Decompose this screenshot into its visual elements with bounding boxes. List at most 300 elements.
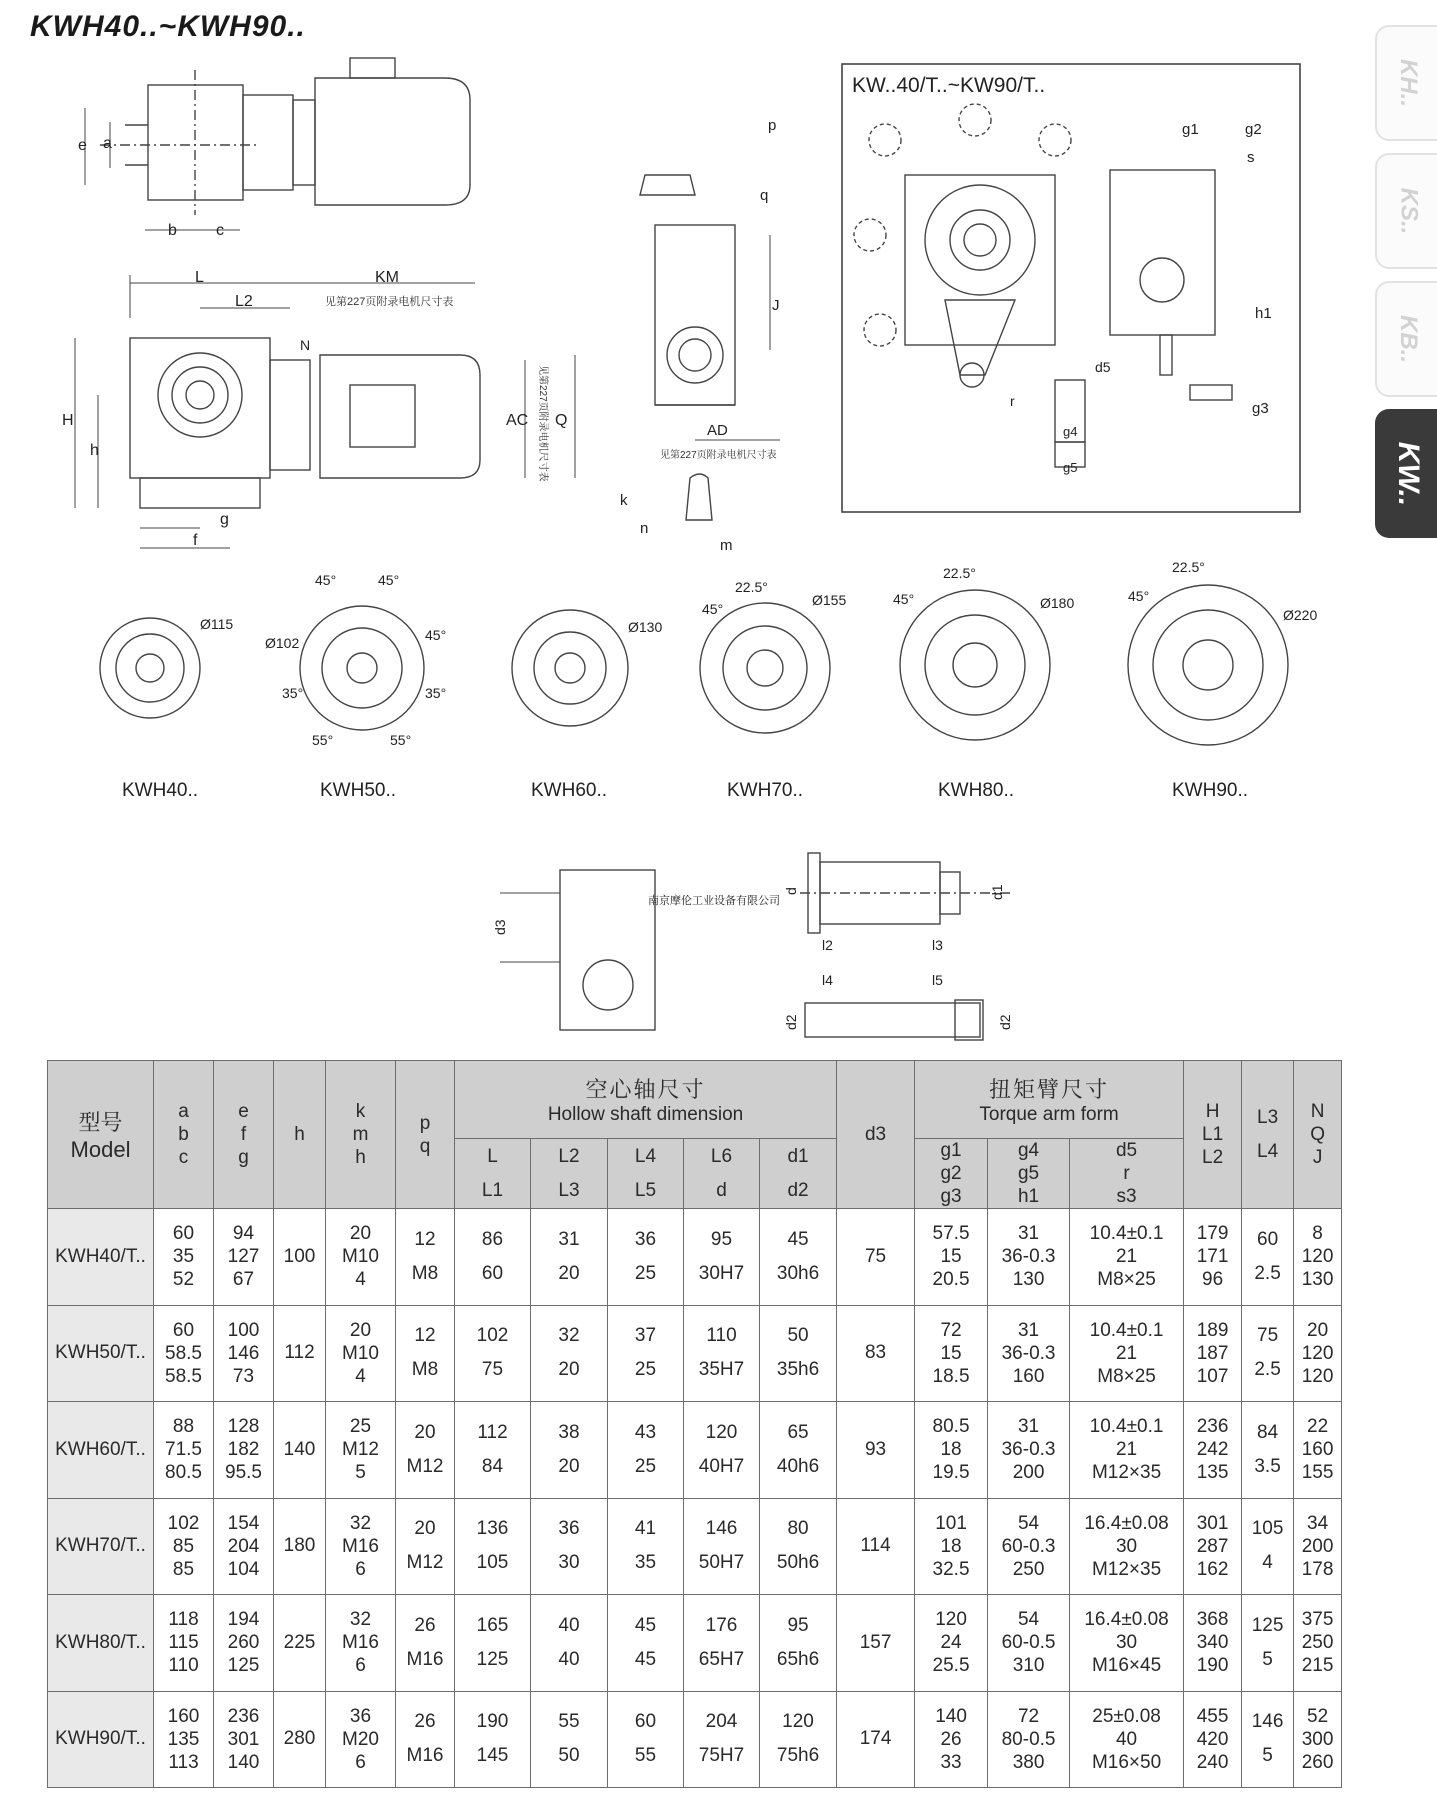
cell-L6-d-value: 35H7 xyxy=(698,1359,745,1381)
cell-d1-d2-value: 50 xyxy=(787,1325,809,1347)
cell-l3l4 xyxy=(1242,1595,1294,1692)
cell-g45h1 xyxy=(988,1691,1070,1788)
flange-kwh60 xyxy=(512,610,628,726)
dim-a: a xyxy=(103,135,112,152)
flange-kwh60-label: KWH60.. xyxy=(531,780,608,801)
cell-L4-L5-value: 45 xyxy=(634,1648,657,1670)
dimension-table xyxy=(47,1060,1342,1788)
cell-hl-value: 368 xyxy=(1196,1609,1229,1631)
hdr-L1b: L1 xyxy=(1202,1124,1224,1145)
cell-pq-value: 12 xyxy=(414,1228,436,1250)
cell-hl-value: 162 xyxy=(1196,1558,1229,1580)
cell-d3: 83 xyxy=(837,1305,915,1402)
cell-nqj-value: 20 xyxy=(1307,1319,1329,1341)
cell-L6-d xyxy=(684,1209,760,1306)
cell-pq-value: 20 xyxy=(414,1518,436,1540)
cell-g123-value: 140 xyxy=(935,1705,967,1727)
cell-L-L1-value: 86 xyxy=(481,1228,504,1250)
flange-kwh90-angle-2: 45° xyxy=(1128,588,1150,604)
cell-kmh-value: 20 xyxy=(349,1319,372,1341)
dim-d1: d1 xyxy=(989,884,1005,900)
group-torque-arm xyxy=(915,1061,1184,1139)
dim-l3: l3 xyxy=(932,937,943,953)
cell-kmh xyxy=(326,1402,396,1499)
end-note: 见第227页附录电机尺寸表 xyxy=(660,450,777,461)
cell-kmh xyxy=(326,1498,396,1595)
cell-L2-L3 xyxy=(531,1595,608,1692)
cell-abc-value: 115 xyxy=(168,1632,199,1654)
cell-g123-value: 33 xyxy=(940,1751,962,1773)
cell-efg-value: 154 xyxy=(227,1512,260,1534)
cell-g45h1-value: 160 xyxy=(1012,1365,1045,1387)
flange-kwh50-angle-4: 35° xyxy=(282,685,304,701)
dim-h: h xyxy=(90,442,99,459)
tab-ks-label: KS.. xyxy=(1395,187,1422,235)
cell-L2-L3-value: 20 xyxy=(558,1455,580,1477)
dim-g4: g4 xyxy=(1063,424,1078,439)
cell-pq-value: M8 xyxy=(411,1262,439,1284)
flange-kwh50-angle-3: 45° xyxy=(425,627,447,643)
motor-note-top: 见第227页附录电机尺寸表 xyxy=(325,296,454,308)
cell-g123-value: 25.5 xyxy=(932,1655,970,1677)
cell-g45h1-value: 31 xyxy=(1017,1416,1040,1438)
page-title: KWH40..~KWH90.. xyxy=(30,10,306,43)
cell-l3l4 xyxy=(1242,1209,1294,1306)
cell-kmh-value: M16 xyxy=(342,1632,379,1654)
cell-g123-value: 19.5 xyxy=(932,1462,970,1484)
hdr-d1: d1 xyxy=(787,1145,809,1167)
cell-L6-d-value: 40H7 xyxy=(698,1455,745,1477)
cell-kmh-value: M10 xyxy=(342,1342,379,1364)
col-d5rs3 xyxy=(1070,1139,1184,1209)
dim-l4: l4 xyxy=(822,972,833,988)
cell-d1-d2-value: 95 xyxy=(787,1614,809,1636)
cell-g123 xyxy=(915,1498,988,1595)
cell-l3l4-value: 105 xyxy=(1251,1518,1284,1540)
cell-d3: 174 xyxy=(837,1691,915,1788)
cell-kmh-value: 32 xyxy=(349,1609,372,1631)
hdr-q: q xyxy=(419,1135,431,1157)
cell-abc-value: 102 xyxy=(167,1512,200,1534)
flange-kwh70-angle-2: 45° xyxy=(702,601,724,617)
cell-kmh-value: 32 xyxy=(349,1512,372,1534)
cell-g123-value: 26 xyxy=(940,1728,962,1750)
flange-kwh50-angle-1: 45° xyxy=(315,572,337,588)
cell-L4-L5-value: 41 xyxy=(634,1518,657,1540)
dim-d3: d3 xyxy=(492,919,508,935)
cell-L2-L3 xyxy=(531,1402,608,1499)
cell-kmh-value: M10 xyxy=(342,1246,379,1268)
cell-hl-value: 340 xyxy=(1196,1632,1229,1654)
cell-h: 100 xyxy=(274,1209,326,1306)
cell-L-L1-value: 136 xyxy=(476,1518,509,1540)
tab-kh-label: KH.. xyxy=(1395,59,1422,107)
cell-L2-L3-value: 50 xyxy=(558,1745,580,1767)
dim-d5: d5 xyxy=(1095,359,1111,375)
torque-arm-panel xyxy=(842,64,1300,512)
cell-L2-L3 xyxy=(531,1691,608,1788)
cell-L2-L3-value: 38 xyxy=(558,1421,580,1443)
hdr-r: r xyxy=(1123,1163,1130,1184)
cell-L4-L5-value: 35 xyxy=(634,1552,657,1574)
col-model-en: Model xyxy=(70,1137,131,1162)
row-model: KWH60/T.. xyxy=(48,1402,154,1499)
cell-L4-L5-value: 55 xyxy=(634,1745,657,1767)
cell-L2-L3-value: 20 xyxy=(558,1359,580,1381)
dim-f: f xyxy=(193,532,198,549)
hdr-H: H xyxy=(1205,1101,1220,1122)
cell-abc-value: 110 xyxy=(168,1655,199,1677)
cell-g123-value: 18 xyxy=(940,1535,962,1557)
cell-hl-value: 242 xyxy=(1196,1439,1229,1461)
cell-abc-value: 113 xyxy=(168,1751,199,1773)
tab-kb-label: KB.. xyxy=(1395,315,1422,363)
cell-L-L1-value: 165 xyxy=(476,1614,509,1636)
cell-L-L1 xyxy=(455,1498,531,1595)
cell-g45h1-value: 36-0.3 xyxy=(1001,1342,1056,1364)
cell-nqj xyxy=(1294,1305,1342,1402)
hdr-d2: d2 xyxy=(787,1179,809,1201)
cell-L2-L3 xyxy=(531,1209,608,1306)
dim-AD: AD xyxy=(707,422,728,439)
flange-kwh80-diameter: Ø180 xyxy=(1040,595,1075,611)
cell-kmh-value: M20 xyxy=(342,1728,379,1750)
cell-pq xyxy=(396,1691,455,1788)
dim-N: N xyxy=(300,337,311,353)
dim-q: q xyxy=(760,187,769,204)
flange-kwh50-angle-6: 55° xyxy=(312,732,334,748)
cell-g45h1-value: 72 xyxy=(1017,1705,1040,1727)
cell-l3l4-value: 146 xyxy=(1251,1711,1284,1733)
hdr-L5: L5 xyxy=(634,1179,657,1201)
cell-g45h1-value: 31 xyxy=(1017,1319,1040,1341)
hdr-g2: g2 xyxy=(940,1163,962,1184)
hdr-L2: L2 xyxy=(558,1145,580,1167)
cell-nqj-value: 120 xyxy=(1301,1365,1334,1387)
hdr-L4b: L4 xyxy=(1257,1140,1279,1162)
hdr-L3: L3 xyxy=(558,1179,580,1201)
cell-L4-L5-value: 25 xyxy=(634,1455,657,1477)
flange-kwh90-label: KWH90.. xyxy=(1172,780,1249,801)
cell-nqj xyxy=(1294,1209,1342,1306)
cell-efg-value: 301 xyxy=(227,1728,260,1750)
cell-d5rs3 xyxy=(1070,1498,1184,1595)
hdr-g1: g1 xyxy=(940,1140,962,1161)
cell-nqj-value: 52 xyxy=(1307,1705,1329,1727)
cell-g123-value: 57.5 xyxy=(932,1223,970,1245)
cell-nqj-value: 300 xyxy=(1301,1728,1334,1750)
cell-efg-value: 128 xyxy=(227,1416,260,1438)
cell-L6-d-value: 50H7 xyxy=(698,1552,745,1574)
col-h: h xyxy=(274,1061,326,1209)
cell-efg-value: 204 xyxy=(227,1535,260,1557)
col-l3l4 xyxy=(1242,1061,1294,1209)
cell-kmh xyxy=(326,1691,396,1788)
cell-hl-value: 301 xyxy=(1196,1512,1229,1534)
cell-h: 225 xyxy=(274,1595,326,1692)
dim-g: g xyxy=(220,511,229,528)
hdr-g: g xyxy=(238,1147,249,1168)
cell-d5rs3-value: 40 xyxy=(1115,1728,1138,1750)
cell-nqj-value: 250 xyxy=(1301,1632,1334,1654)
cell-L-L1 xyxy=(455,1305,531,1402)
cell-d5rs3-value: M8×25 xyxy=(1097,1365,1156,1387)
cell-hl xyxy=(1184,1305,1242,1402)
cell-l3l4-value: 5 xyxy=(1262,1745,1273,1767)
cell-hl-value: 187 xyxy=(1196,1342,1229,1364)
cell-abc-value: 88 xyxy=(172,1416,195,1438)
cell-g45h1 xyxy=(988,1305,1070,1402)
hdr-c: c xyxy=(178,1147,189,1168)
cell-L2-L3-value: 31 xyxy=(558,1228,580,1250)
cell-L4-L5-value: 37 xyxy=(634,1325,657,1347)
cell-kmh-value: 20 xyxy=(349,1223,372,1245)
cell-pq xyxy=(396,1402,455,1499)
dim-l2: l2 xyxy=(822,937,833,953)
cell-pq xyxy=(396,1305,455,1402)
cell-efg-value: 260 xyxy=(227,1632,260,1654)
cell-pq-value: M12 xyxy=(406,1455,444,1477)
cell-d5rs3-value: M16×50 xyxy=(1091,1751,1162,1773)
cell-l3l4-value: 5 xyxy=(1262,1648,1273,1670)
cell-efg-value: 100 xyxy=(227,1319,260,1341)
cell-L2-L3 xyxy=(531,1305,608,1402)
cell-pq-value: 26 xyxy=(414,1711,436,1733)
cell-efg-value: 95.5 xyxy=(225,1462,262,1484)
cell-l3l4-value: 2.5 xyxy=(1254,1359,1281,1381)
cell-g123 xyxy=(915,1691,988,1788)
cell-L6-d-value: 95 xyxy=(710,1228,733,1250)
dim-J: J xyxy=(772,297,780,314)
cell-kmh-value: 6 xyxy=(355,1751,366,1773)
cell-hl xyxy=(1184,1402,1242,1499)
flange-kwh90 xyxy=(1128,585,1288,745)
group-hollow-shaft-en: Hollow shaft dimension xyxy=(547,1104,744,1125)
dim-g2: g2 xyxy=(1245,121,1262,138)
hdr-s3: s3 xyxy=(1116,1186,1137,1207)
hdr-h1: h1 xyxy=(1017,1186,1040,1207)
cell-d1-d2-value: 50h6 xyxy=(776,1552,820,1574)
cell-g45h1-value: 36-0.3 xyxy=(1001,1439,1056,1461)
cell-g45h1-value: 310 xyxy=(1012,1655,1045,1677)
cell-g45h1 xyxy=(988,1209,1070,1306)
cell-hl-value: 190 xyxy=(1196,1655,1229,1677)
hdr-L1: L1 xyxy=(481,1179,504,1201)
row-model: KWH80/T.. xyxy=(48,1595,154,1692)
cell-L-L1-value: 105 xyxy=(476,1552,509,1574)
cell-kmh-value: 5 xyxy=(355,1462,366,1484)
cell-L-L1 xyxy=(455,1691,531,1788)
gearbox-end-view xyxy=(640,175,780,520)
col-kmh xyxy=(326,1061,396,1209)
table-row xyxy=(48,1691,1342,1788)
flange-kwh80-angle-2: 45° xyxy=(893,591,915,607)
cell-d5rs3-value: M12×35 xyxy=(1091,1558,1162,1580)
cell-L6-d xyxy=(684,1691,760,1788)
cell-d1-d2-value: 80 xyxy=(787,1518,809,1540)
cell-h: 180 xyxy=(274,1498,326,1595)
cell-hl xyxy=(1184,1498,1242,1595)
cell-l3l4 xyxy=(1242,1305,1294,1402)
cell-l3l4-value: 4 xyxy=(1262,1552,1273,1574)
cell-kmh-value: 4 xyxy=(355,1365,366,1387)
cell-d3: 114 xyxy=(837,1498,915,1595)
cell-nqj-value: 130 xyxy=(1301,1269,1334,1291)
cell-abc xyxy=(154,1305,214,1402)
row-model: KWH90/T.. xyxy=(48,1691,154,1788)
col-hl xyxy=(1184,1061,1242,1209)
cell-pq xyxy=(396,1595,455,1692)
flange-kwh40-label: KWH40.. xyxy=(122,780,199,801)
cell-d5rs3-value: 30 xyxy=(1115,1632,1138,1654)
cell-kmh xyxy=(326,1595,396,1692)
cell-d5rs3-value: 21 xyxy=(1115,1246,1138,1268)
cell-abc-value: 85 xyxy=(172,1558,195,1580)
flange-kwh40 xyxy=(100,618,200,718)
dim-n: n xyxy=(640,520,649,537)
cell-nqj-value: 8 xyxy=(1312,1223,1323,1245)
cell-abc-value: 118 xyxy=(168,1609,199,1631)
cell-efg-value: 236 xyxy=(227,1705,260,1727)
cell-L4-L5 xyxy=(608,1305,684,1402)
col-abc xyxy=(154,1061,214,1209)
cell-kmh-value: M12 xyxy=(342,1439,379,1461)
dim-s: s xyxy=(1247,149,1255,166)
cell-L4-L5-value: 45 xyxy=(634,1614,657,1636)
hdr-L3b: L3 xyxy=(1257,1106,1279,1128)
cell-d5rs3 xyxy=(1070,1305,1184,1402)
cell-pq-value: 26 xyxy=(414,1614,436,1636)
cell-hl xyxy=(1184,1691,1242,1788)
cell-g45h1-value: 250 xyxy=(1012,1558,1045,1580)
hdr-e: e xyxy=(238,1101,249,1122)
cell-hl xyxy=(1184,1595,1242,1692)
cell-d1-d2-value: 120 xyxy=(782,1711,814,1733)
row-model: KWH70/T.. xyxy=(48,1498,154,1595)
dim-e: e xyxy=(78,137,87,154)
cell-L4-L5-value: 36 xyxy=(634,1228,657,1250)
hdr-L2b: L2 xyxy=(1202,1147,1224,1168)
cell-nqj-value: 260 xyxy=(1301,1751,1334,1773)
cell-h: 140 xyxy=(274,1402,326,1499)
gearmotor-side-view xyxy=(75,275,575,548)
cell-g45h1-value: 80-0.5 xyxy=(1001,1728,1056,1750)
motor-note-side: 见第227页附录电机尺寸表 xyxy=(537,365,548,482)
cell-nqj-value: 120 xyxy=(1301,1246,1334,1268)
cell-l3l4-value: 125 xyxy=(1251,1614,1284,1636)
cell-g45h1 xyxy=(988,1498,1070,1595)
flange-kwh80 xyxy=(900,590,1050,740)
cell-L6-d-value: 120 xyxy=(705,1421,738,1443)
cell-hl-value: 240 xyxy=(1196,1751,1229,1773)
cell-L-L1 xyxy=(455,1402,531,1499)
cell-L6-d-value: 176 xyxy=(705,1614,738,1636)
flange-kwh70 xyxy=(700,603,830,733)
cell-d1-d2 xyxy=(760,1305,837,1402)
cell-g45h1-value: 130 xyxy=(1012,1269,1045,1291)
hdr-L4: L4 xyxy=(634,1145,657,1167)
dim-d2-right: d2 xyxy=(997,1014,1013,1030)
cell-efg xyxy=(214,1691,274,1788)
cell-nqj-value: 178 xyxy=(1301,1558,1334,1580)
table-row xyxy=(48,1402,1342,1499)
cell-g45h1-value: 54 xyxy=(1017,1512,1040,1534)
cell-g123-value: 20.5 xyxy=(932,1269,970,1291)
dim-l5: l5 xyxy=(932,972,943,988)
flange-kwh90-diameter: Ø220 xyxy=(1283,607,1318,623)
cell-L4-L5 xyxy=(608,1691,684,1788)
cell-L6-d-value: 204 xyxy=(705,1711,738,1733)
cell-d1-d2 xyxy=(760,1209,837,1306)
cell-d5rs3-value: M12×35 xyxy=(1091,1462,1162,1484)
gearmotor-top-view xyxy=(85,58,470,230)
dim-KM: KM xyxy=(375,269,399,286)
hdr-p: p xyxy=(419,1112,431,1134)
table-row xyxy=(48,1209,1342,1306)
hdr-g3: g3 xyxy=(940,1186,962,1207)
col-L4-L5 xyxy=(608,1139,684,1209)
cell-L6-d xyxy=(684,1498,760,1595)
cell-abc xyxy=(154,1209,214,1306)
dim-g5: g5 xyxy=(1063,460,1078,475)
cell-L-L1 xyxy=(455,1595,531,1692)
cell-L4-L5 xyxy=(608,1595,684,1692)
cell-efg-value: 182 xyxy=(227,1439,260,1461)
hdr-L6: L6 xyxy=(710,1145,733,1167)
cell-nqj-value: 160 xyxy=(1301,1439,1334,1461)
hdr-g5: g5 xyxy=(1017,1163,1040,1184)
dim-AC: AC xyxy=(506,412,529,429)
cell-g45h1-value: 31 xyxy=(1017,1223,1040,1245)
hdr-k: k xyxy=(355,1101,366,1122)
cell-L-L1 xyxy=(455,1209,531,1306)
cell-L6-d xyxy=(684,1305,760,1402)
cell-efg xyxy=(214,1402,274,1499)
cell-g45h1-value: 380 xyxy=(1012,1751,1045,1773)
cell-g123-value: 24 xyxy=(940,1632,962,1654)
cell-abc-value: 135 xyxy=(167,1728,200,1750)
dim-d: d xyxy=(783,887,799,895)
dim-g3: g3 xyxy=(1252,400,1269,417)
dim-b: b xyxy=(168,222,177,239)
cell-efg xyxy=(214,1498,274,1595)
cell-g45h1-value: 36-0.3 xyxy=(1001,1246,1056,1268)
col-g123 xyxy=(915,1139,988,1209)
col-model-cn: 型号 xyxy=(78,1110,123,1135)
cell-g123-value: 101 xyxy=(935,1512,967,1534)
cell-abc-value: 52 xyxy=(172,1269,195,1291)
cell-L2-L3-value: 30 xyxy=(558,1552,580,1574)
cell-L-L1-value: 75 xyxy=(481,1359,504,1381)
cell-pq-value: M8 xyxy=(411,1359,439,1381)
cell-hl-value: 179 xyxy=(1196,1223,1229,1245)
cell-g123 xyxy=(915,1209,988,1306)
cell-g123-value: 80.5 xyxy=(932,1416,970,1438)
flange-kwh40-diameter: Ø115 xyxy=(200,616,234,632)
group-torque-arm-cn: 扭矩臂尺寸 xyxy=(989,1077,1110,1102)
cell-L4-L5-value: 25 xyxy=(634,1359,657,1381)
cell-abc xyxy=(154,1595,214,1692)
cell-L4-L5-value: 25 xyxy=(634,1262,657,1284)
cell-nqj-value: 215 xyxy=(1301,1655,1334,1677)
cell-hl-value: 455 xyxy=(1196,1705,1229,1727)
cell-efg-value: 146 xyxy=(227,1342,260,1364)
col-d3: d3 xyxy=(837,1061,915,1209)
cell-d5rs3-value: 10.4±0.1 xyxy=(1089,1416,1164,1438)
cell-L6-d-value: 65H7 xyxy=(698,1648,745,1670)
cell-hl-value: 96 xyxy=(1202,1269,1224,1291)
cell-L2-L3-value: 36 xyxy=(558,1518,580,1540)
